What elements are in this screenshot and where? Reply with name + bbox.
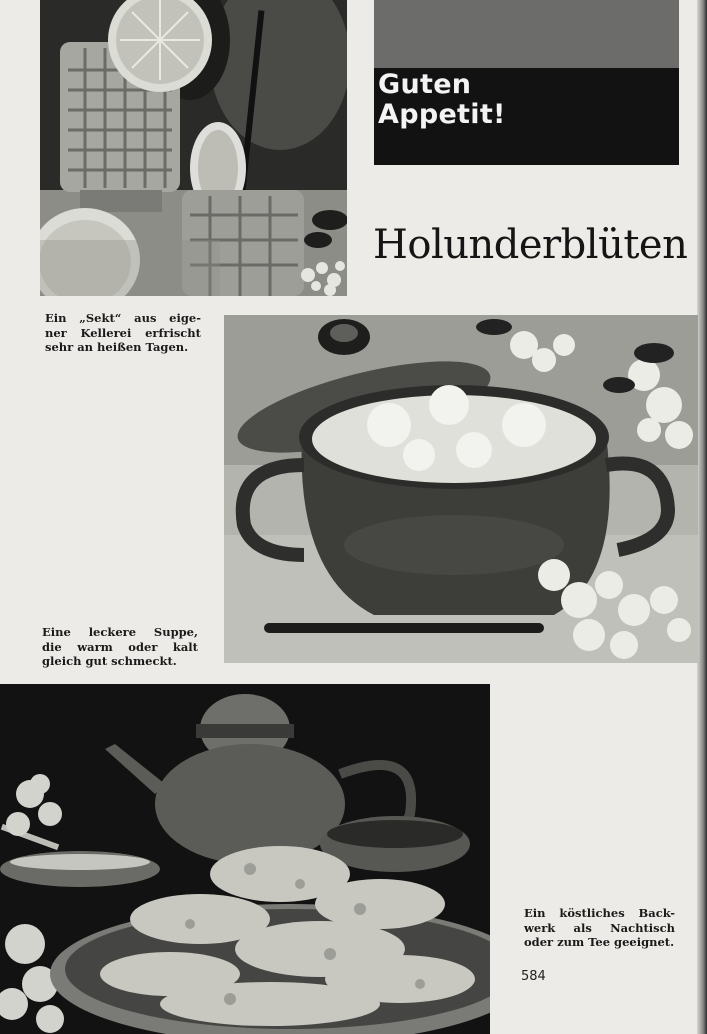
page-edge-shadow bbox=[697, 0, 707, 1034]
banner-line-1: Guten bbox=[378, 69, 472, 100]
page-headline: Holunderblüten bbox=[373, 222, 688, 268]
caption-drink bbox=[45, 311, 201, 355]
caption-line: werk als Nachtisch bbox=[524, 920, 675, 935]
caption-pastry bbox=[524, 906, 675, 950]
caption-line: sehr an heißen Tagen. bbox=[45, 340, 189, 354]
photo-elderflower-drinks bbox=[40, 0, 347, 296]
photo-elderflower-pastry bbox=[0, 684, 490, 1034]
caption-line: Ein „Sekt“ aus eige- bbox=[45, 311, 201, 325]
caption-line: oder zum Tee geeignet. bbox=[524, 935, 675, 949]
title-banner bbox=[374, 0, 679, 165]
photo-elderflower-soup bbox=[224, 315, 698, 663]
banner-line-2: Appetit! bbox=[378, 99, 506, 130]
caption-line: ner Kellerei erfrischt bbox=[45, 325, 201, 340]
caption-line: die warm oder kalt bbox=[42, 639, 198, 654]
caption-line: gleich gut schmeckt. bbox=[42, 654, 177, 668]
caption-soup bbox=[42, 625, 198, 669]
caption-line: Eine leckere Suppe, bbox=[42, 625, 198, 639]
page-number: 584 bbox=[521, 969, 546, 984]
caption-line: Ein köstliches Back- bbox=[524, 906, 675, 920]
